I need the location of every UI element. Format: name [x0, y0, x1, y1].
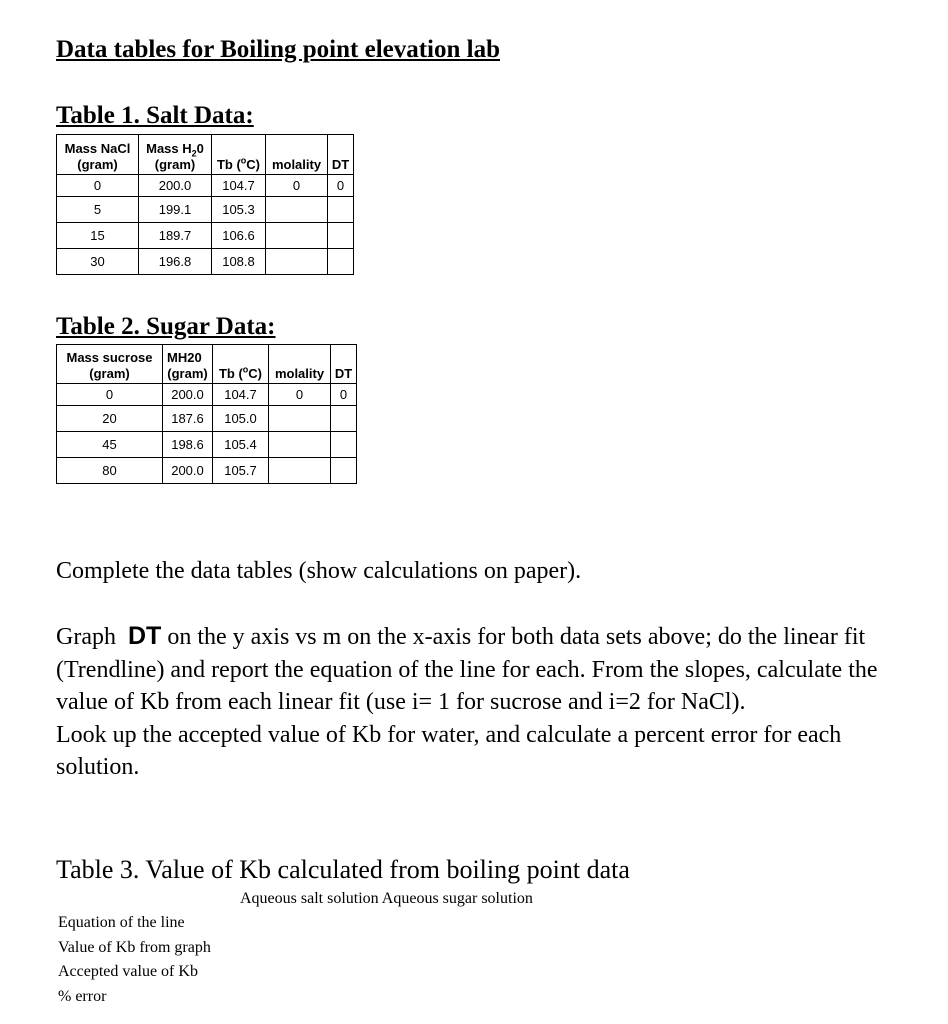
header-molality: molality — [266, 135, 328, 175]
header-mh20-unit: (gram) — [163, 364, 213, 384]
header-mass-nacl-unit: (gram) — [57, 155, 139, 175]
table3-row-label: Value of Kb from graph — [58, 939, 211, 956]
table-row: 30 196.8 108.8 — [57, 249, 354, 275]
header-dt: DT — [331, 345, 357, 384]
header-tb: Tb ($^o$C) — [212, 135, 266, 175]
table-row: 15 189.7 106.6 — [57, 223, 354, 249]
sugar-data-table — [56, 344, 357, 484]
graph-paragraph: on the y axis vs m on the x-axis for both data sets above; do the linear fit (Trendline) and report the equation of the line for each. From the slopes, calculate the value of Kb from each linear fit (use i= 1 for sucrose and i=2 for NaCl). — [56, 624, 878, 715]
header-molality: molality — [269, 345, 331, 384]
page-title: Data tables for Boiling point elevation lab — [56, 36, 501, 63]
table1-heading: Table 1. Salt Data: — [56, 102, 254, 129]
table3-title: Table 3. Value of Kb calculated from boiling point data — [56, 855, 630, 884]
header-mass-nacl: Mass NaCl — [57, 135, 139, 155]
header-mass-sucrose-unit: (gram) — [57, 364, 163, 384]
table-row: 5 199.1 105.3 — [57, 197, 354, 223]
header-mass-sucrose: Mass sucrose — [57, 345, 163, 364]
salt-data-table — [56, 134, 354, 275]
table-row: 0 200.0 104.7 0 0 — [57, 384, 357, 406]
header-mh20: MH20 — [163, 345, 213, 364]
table3-row-label: % error — [58, 988, 107, 1005]
header-mass-h2o: Mass $H_20$ — [139, 135, 212, 155]
table-row: 45 198.6 105.4 — [57, 432, 357, 458]
instruction-graph — [56, 620, 916, 784]
dt-word: DT — [127, 622, 162, 650]
header-mass-h2o-unit: (gram) — [139, 155, 212, 175]
table-row: 80 200.0 105.7 — [57, 458, 357, 484]
kb-paragraph: Look up the accepted value of Kb for water, and calculate a percent error for each solution. — [56, 721, 842, 780]
table-row: 20 187.6 105.0 — [57, 406, 357, 432]
graph-word: Graph — [56, 624, 116, 650]
instruction-complete-tables: Complete the data tables (show calculations on paper). — [56, 558, 582, 584]
header-dt: DT — [328, 135, 354, 175]
table3-column-headers: Aqueous salt solution Aqueous sugar solution — [240, 890, 533, 907]
table3-row-label: Accepted value of Kb — [58, 963, 198, 980]
table3-row-label: Equation of the line — [58, 914, 185, 931]
header-tb: Tb ($^o$C) — [213, 345, 269, 384]
table-row: 0 200.0 104.7 0 0 — [57, 175, 354, 197]
table2-heading: Table 2. Sugar Data: — [56, 313, 276, 340]
